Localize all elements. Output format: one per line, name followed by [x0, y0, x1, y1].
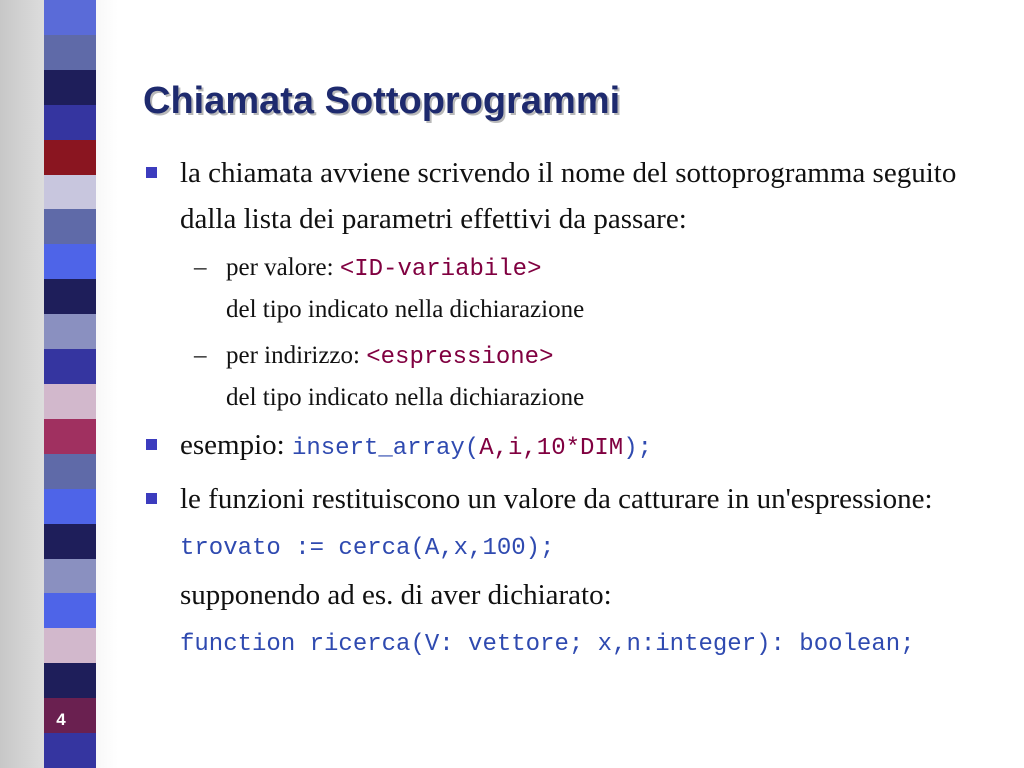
bullet-text: le funzioni restituiscono un valore da catturare in un'espressione: [180, 483, 933, 515]
decorative-stripe [44, 209, 96, 244]
sub-item-per-indirizzo [140, 336, 1000, 418]
bullet-item-chiamata [140, 150, 1000, 242]
sub-item-description: del tipo indicato nella dichiarazione [226, 384, 585, 411]
code-snippet-declaration: function ricerca(V: vettore; x,n:integer): boolean; [180, 631, 915, 658]
decorative-stripe [44, 314, 96, 349]
decorative-stripe [44, 559, 96, 594]
sub-item-description: del tipo indicato nella dichiarazione [226, 296, 585, 323]
decorative-stripe [44, 419, 96, 454]
code-snippet: trovato := cerca(A,x,100); [180, 535, 555, 562]
decorative-stripe [44, 349, 96, 384]
decorative-stripe [44, 593, 96, 628]
decorative-stripe [44, 279, 96, 314]
dash-icon: – [194, 254, 207, 281]
code-snippet: <ID-variabile> [339, 256, 542, 283]
dash-icon: – [194, 342, 207, 369]
decorative-stripe [44, 0, 96, 35]
decorative-stripe [44, 244, 96, 279]
bullet-label: esempio: [180, 429, 292, 461]
sub-item-label: per valore: [226, 254, 340, 281]
sub-item-per-valore [140, 248, 1000, 330]
code-snippet: <espressione> [366, 344, 554, 371]
decorative-stripe [44, 105, 96, 140]
slide-body [140, 150, 1000, 666]
square-bullet-icon [146, 493, 157, 504]
page-number: 4 [56, 710, 66, 729]
decorative-stripe [44, 140, 96, 175]
decorative-stripe [44, 489, 96, 524]
decorative-stripe [44, 175, 96, 210]
code-snippet-call: insert_array( [291, 435, 480, 462]
decorative-stripe [44, 663, 96, 698]
slide-title: Chiamata Sottoprogrammi [143, 80, 621, 122]
decorative-stripe [44, 35, 96, 70]
decorative-stripe [44, 454, 96, 489]
decorative-stripe [44, 524, 96, 559]
code-snippet-end: ); [623, 435, 653, 462]
code-snippet-args: A,i,10*DIM [479, 435, 624, 462]
decorative-stripe-column [44, 0, 96, 768]
bullet-item-funzioni [140, 476, 1000, 664]
decorative-stripe [44, 384, 96, 419]
decorative-stripe [44, 733, 96, 768]
decorative-stripe [44, 628, 96, 663]
square-bullet-icon [146, 167, 157, 178]
square-bullet-icon [146, 439, 157, 450]
bullet-text: la chiamata avviene scrivendo il nome del sottoprogramma seguito dalla lista dei parametri effettivi da passare: [180, 157, 957, 235]
decorative-stripe [44, 70, 96, 105]
bullet-item-esempio [140, 422, 1000, 472]
bullet-text-continued: supponendo ad es. di aver dichiarato: [180, 579, 612, 611]
sub-item-label: per indirizzo: [226, 342, 367, 369]
